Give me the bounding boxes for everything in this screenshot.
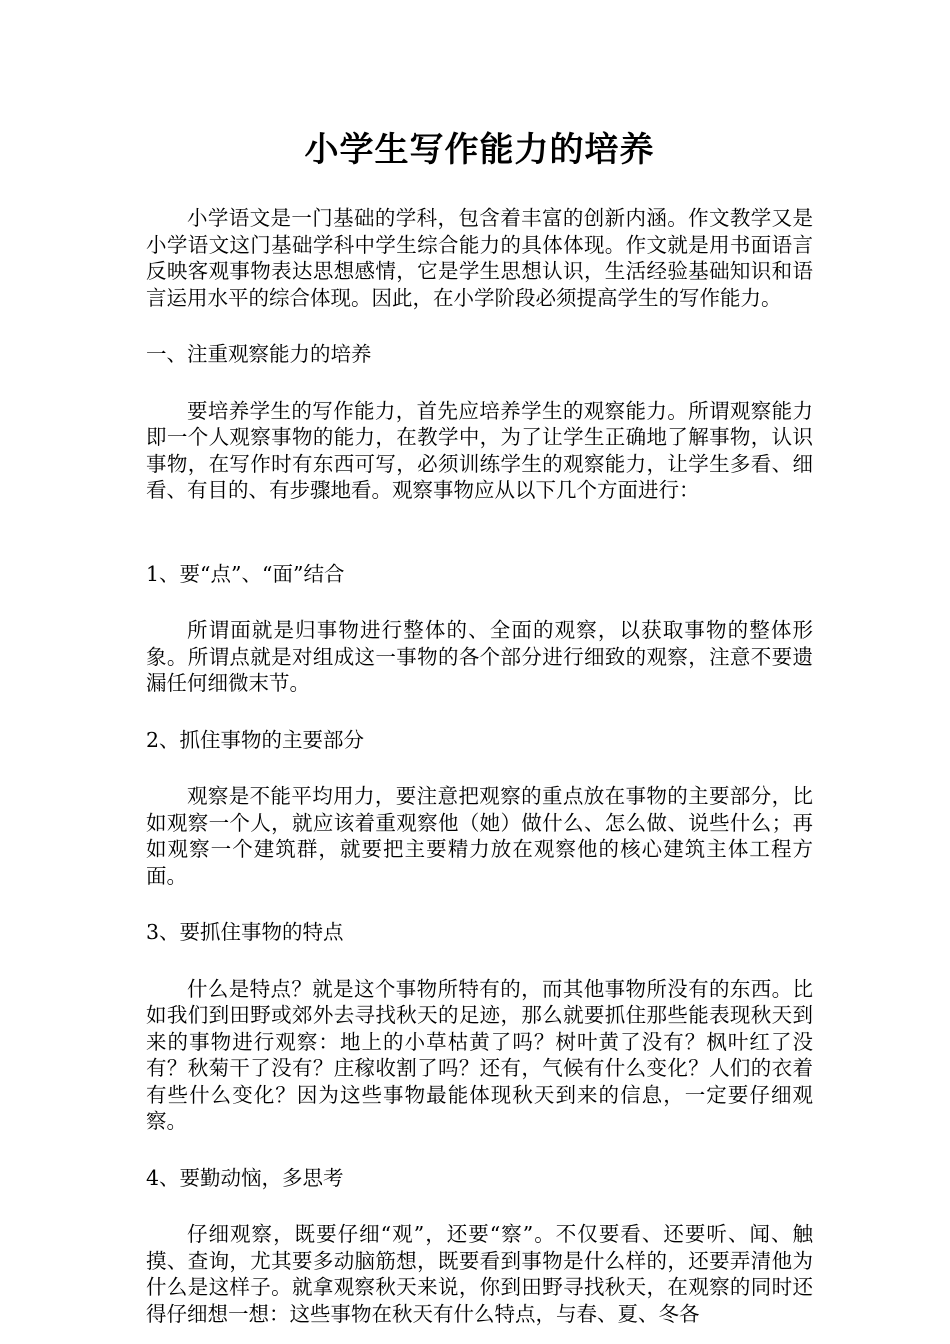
point-heading-4: 4、要勤动恼，多思考	[146, 1165, 344, 1190]
point-heading-1: 1、要“点”、“面”结合	[146, 561, 345, 586]
point-heading-3: 3、要抓住事物的特点	[146, 920, 344, 944]
point-paragraph-1: 所谓面就是归事物进行整体的、全面的观察，以获取事物的整体形象。所谓点就是对组成这一事物的各个部分进行细致的观察，注意不要遗漏任何细微末节。	[146, 618, 813, 695]
point-paragraph-2: 观察是不能平均用力，要注意把观察的重点放在事物的主要部分，比如观察一个人，就应该着重观察他（她）做什么、怎么做、说些什么；再如观察一个建筑群，就要把主要精力放在观察他的核心建筑主体工程方面。	[146, 784, 813, 888]
section-paragraph-observation: 要培养学生的写作能力，首先应培养学生的观察能力。所谓观察能力即一个人观察事物的能力，在教学中，为了让学生正确地了解事物，认识事物，在写作时有东西可写，必须训练学生的观察能力，让学生多看、细看、有目的、有步骤地看。观察事物应从以下几个方面进行：	[146, 398, 813, 502]
intro-paragraph: 小学语文是一门基础的学科，包含着丰富的创新内涵。作文教学又是小学语文这门基础学科中学生综合能力的具体体现。作文就是用书面语言反映客观事物表达思想感情，它是学生思想认识，生活经验基础知识和语言运用水平的综合体现。因此，在小学阶段必须提高学生的写作能力。	[146, 206, 813, 310]
point-heading-2: 2、抓住事物的主要部分	[146, 727, 365, 752]
point-paragraph-3: 什么是特点？就是这个事物所特有的，而其他事物所没有的东西。比如我们到田野或郊外去寻找秋天的足迹，那么就要抓住那些能表现秋天到来的事物进行观察：地上的小草枯黄了吗？树叶黄了没有？枫叶红了没有？秋菊干了没有？庄稼收割了吗？还有，气候有什么变化？人们的衣着有些什么变化？因为这些事物最能体现秋天到来的信息，一定要仔细观察。	[146, 976, 813, 1133]
section-heading-observation: 一、注重观察能力的培养	[146, 342, 372, 366]
point-paragraph-4: 仔细观察，既要仔细“观”，还要“察”。不仅要看、还要听、闻、触摸、查询，尤其要多动脑筋想，既要看到事物是什么样的，还要弄清他为什么是这样子。就拿观察秋天来说，你到田野寻找秋天，在观察的同时还得仔细想一想：这些事物在秋天有什么特点，与春、夏、冬各	[146, 1222, 813, 1326]
document-title: 小学生写作能力的培养	[304, 130, 655, 170]
document-page	[146, 0, 813, 1327]
